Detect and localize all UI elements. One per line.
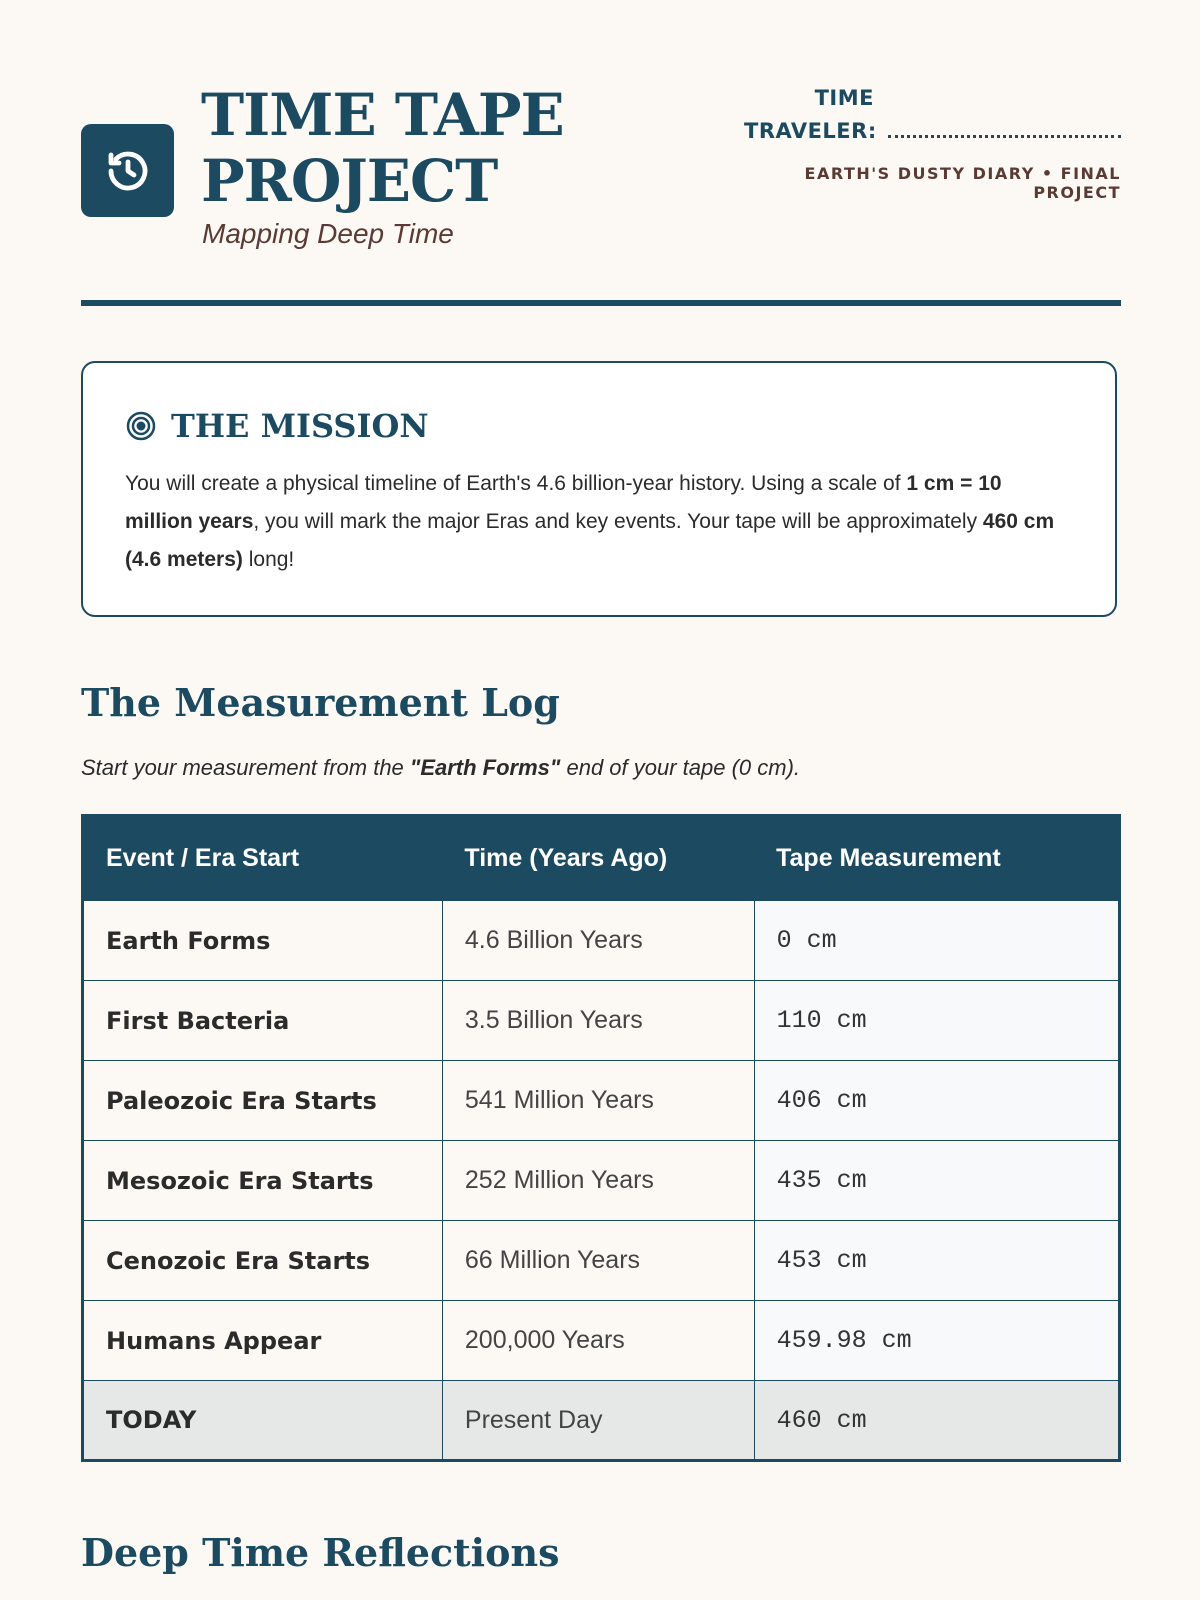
table-row: [83, 981, 1120, 1061]
tape-cell[interactable]: 453 cm: [754, 1221, 1119, 1301]
mission-scale: 1 cm = 10 million years: [125, 472, 1002, 533]
time-cell: 252 Million Years: [442, 1141, 754, 1221]
history-clock-icon: [104, 147, 152, 195]
instr-bold: "Earth Forms": [409, 755, 561, 780]
instr-part-1: Start your measurement from the: [81, 755, 410, 780]
measurement-log-title: The Measurement Log: [81, 680, 560, 725]
course-line: EARTH'S DUSTY DIARY • FINAL PROJECT: [804, 164, 1121, 202]
event-cell: Cenozoic Era Starts: [83, 1221, 443, 1301]
table-row: [83, 1301, 1120, 1381]
table-row: [83, 1061, 1120, 1141]
mission-title: THE MISSION: [171, 407, 429, 445]
tape-cell[interactable]: 460 cm: [754, 1381, 1119, 1461]
target-icon: [125, 410, 157, 442]
column-header-time: Time (Years Ago): [442, 816, 754, 901]
tape-cell[interactable]: 0 cm: [754, 901, 1119, 981]
logo: [81, 124, 174, 217]
mission-box: [81, 361, 1117, 617]
mission-text-part-3: long!: [242, 548, 295, 571]
event-cell: Humans Appear: [83, 1301, 443, 1381]
time-cell: 200,000 Years: [442, 1301, 754, 1381]
table-header-row: [83, 816, 1120, 901]
measurement-instructions: [81, 755, 800, 781]
event-cell: First Bacteria: [83, 981, 443, 1061]
title-line-2: PROJECT: [201, 147, 498, 215]
traveler-label: [744, 82, 877, 148]
traveler-label-line-2: TRAVELER:: [744, 119, 877, 143]
event-cell: Mesozoic Era Starts: [83, 1141, 443, 1221]
page-header: [81, 0, 1121, 310]
time-cell: 541 Million Years: [442, 1061, 754, 1141]
reflections-title: Deep Time Reflections: [81, 1530, 560, 1575]
tape-cell[interactable]: 406 cm: [754, 1061, 1119, 1141]
mission-length: 460 cm (4.6 meters): [125, 510, 1055, 571]
column-header-event: Event / Era Start: [83, 816, 443, 901]
tape-cell[interactable]: 110 cm: [754, 981, 1119, 1061]
table-row: [83, 1221, 1120, 1301]
event-cell: Earth Forms: [83, 901, 443, 981]
time-cell: 66 Million Years: [442, 1221, 754, 1301]
table-row: [83, 901, 1120, 981]
time-cell: 4.6 Billion Years: [442, 901, 754, 981]
page-title: [201, 82, 564, 214]
instr-part-2: end of your tape (0 cm).: [560, 755, 801, 780]
mission-text-part-1: You will create a physical timeline of Earth's 4.6 billion-year history. Using a scale of: [125, 472, 907, 495]
event-cell: Paleozoic Era Starts: [83, 1061, 443, 1141]
header-divider: [81, 300, 1121, 306]
time-cell: 3.5 Billion Years: [442, 981, 754, 1061]
event-cell: TODAY: [83, 1381, 443, 1461]
measurement-table: [81, 814, 1121, 1462]
tape-cell[interactable]: 459.98 cm: [754, 1301, 1119, 1381]
mission-text: [125, 465, 1065, 579]
mission-header: [125, 407, 429, 445]
traveler-name-field[interactable]: [888, 135, 1121, 138]
column-header-tape: Tape Measurement: [754, 816, 1119, 901]
tape-cell[interactable]: 435 cm: [754, 1141, 1119, 1221]
title-line-1: TIME TAPE: [201, 81, 564, 149]
page-subtitle: Mapping Deep Time: [202, 218, 454, 249]
mission-text-part-2: , you will mark the major Eras and key events. Your tape will be approximately: [253, 510, 983, 533]
worksheet-page: [81, 0, 1121, 1575]
time-cell: Present Day: [442, 1381, 754, 1461]
traveler-block: [741, 82, 1121, 202]
table-row: [83, 1141, 1120, 1221]
table-row-today: [83, 1381, 1120, 1461]
traveler-label-line-1: TIME: [814, 86, 874, 110]
